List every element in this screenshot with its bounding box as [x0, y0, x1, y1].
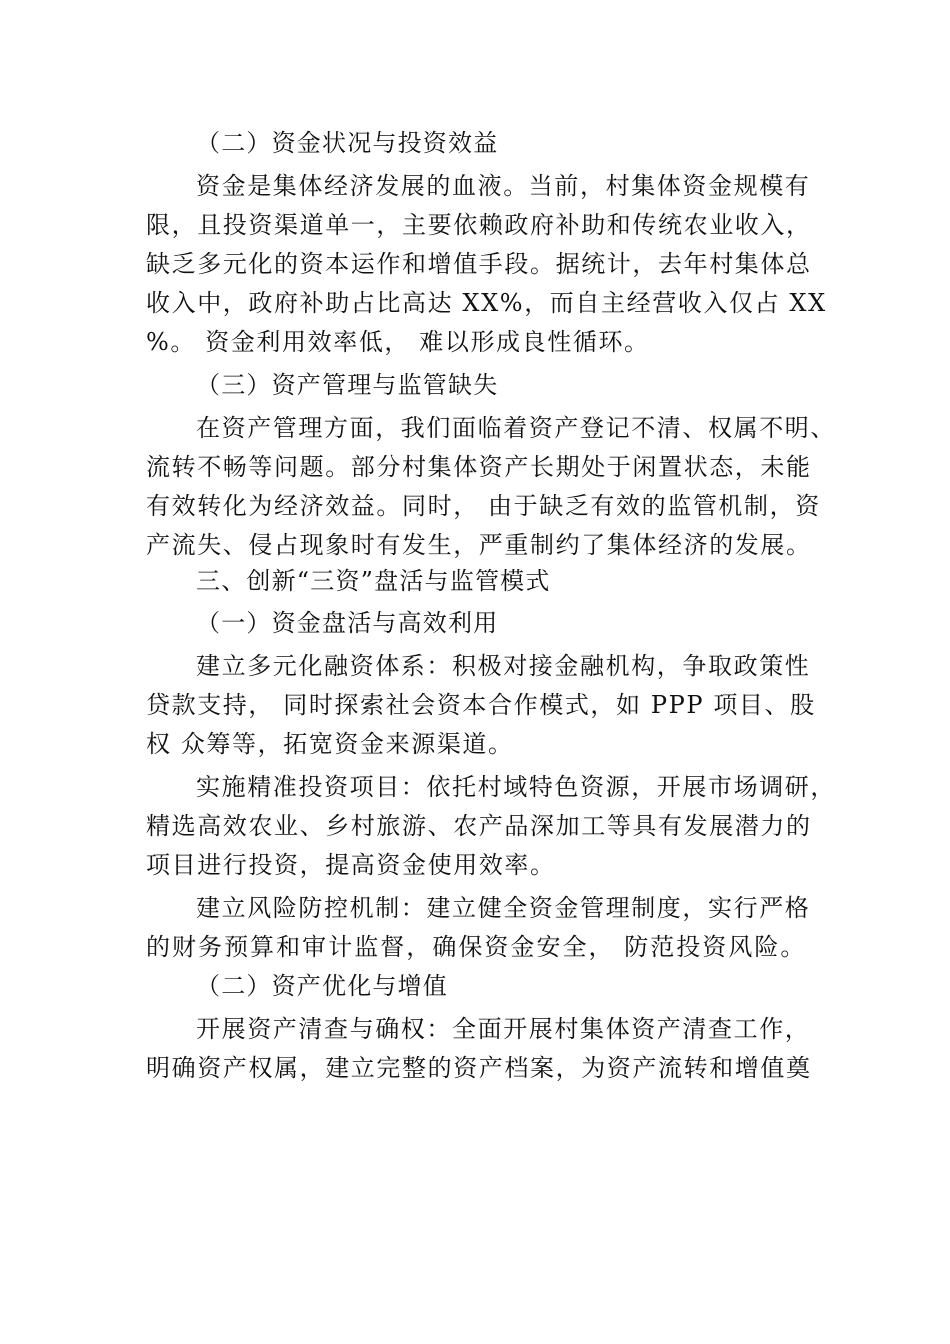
paragraph-line: 收入中，政府补助占比高达 XX%，而自主经营收入仅占 XX: [146, 289, 827, 317]
paragraph-line: 产流失、侵占现象时有发生，严重制约了集体经济的发展。: [146, 531, 812, 559]
paragraph-line: 明确资产权属，建立完整的资产档案，为资产流转和增值奠: [146, 1054, 812, 1082]
section-heading-asset-management: （三）资产管理与监管缺失: [196, 371, 499, 399]
paragraph-line: 有效转化为经济效益。同时， 由于缺乏有效的监管机制，资: [146, 492, 821, 520]
paragraph-line: 精选高效农业、乡村旅游、农产品深加工等具有发展潜力的: [146, 812, 812, 840]
paragraph-line: 缺乏多元化的资本运作和增值手段。据统计，去年村集体总: [146, 250, 812, 278]
paragraph-line: 限，且投资渠道单一，主要依赖政府补助和传统农业收入，: [146, 211, 812, 239]
section-heading-funds-status: （二）资金状况与投资效益: [196, 129, 499, 157]
paragraph-line: 项目进行投资，提高资金使用效率。: [146, 851, 556, 879]
paragraph-line: 的财务预算和审计监督，确保资金安全， 防范投资风险。: [146, 933, 806, 961]
paragraph-line: 流转不畅等问题。部分村集体资产长期处于闲置状态，未能: [146, 453, 812, 481]
paragraph-line: 建立多元化融资体系：积极对接金融机构，争取政策性: [196, 652, 811, 680]
chapter-heading-innovation: 三、创新“三资”盘活与监管模式: [196, 567, 551, 595]
paragraph-line: %。 资金利用效率低， 难以形成良性循环。: [146, 328, 650, 356]
paragraph-line: 开展资产清查与确权：全面开展村集体资产清查工作，: [196, 1015, 811, 1043]
paragraph-line: 实施精准投资项目：依托村域特色资源，开展市场调研，: [196, 773, 836, 801]
section-heading-funds-revitalization: （一）资金盘活与高效利用: [196, 609, 499, 637]
paragraph-line: 建立风险防控机制：建立健全资金管理制度，实行严格: [196, 894, 811, 922]
paragraph-line: 资金是集体经济发展的血液。当前，村集体资金规模有: [196, 172, 811, 200]
paragraph-line: 贷款支持， 同时探索社会资本合作模式，如 PPP 项目、股: [146, 691, 816, 719]
paragraph-line: 权 众筹等，拓宽资金来源渠道。: [146, 730, 514, 758]
section-heading-asset-optimization: （二）资产优化与增值: [196, 972, 448, 1000]
paragraph-line: 在资产管理方面，我们面临着资产登记不清、权属不明、: [196, 414, 836, 442]
